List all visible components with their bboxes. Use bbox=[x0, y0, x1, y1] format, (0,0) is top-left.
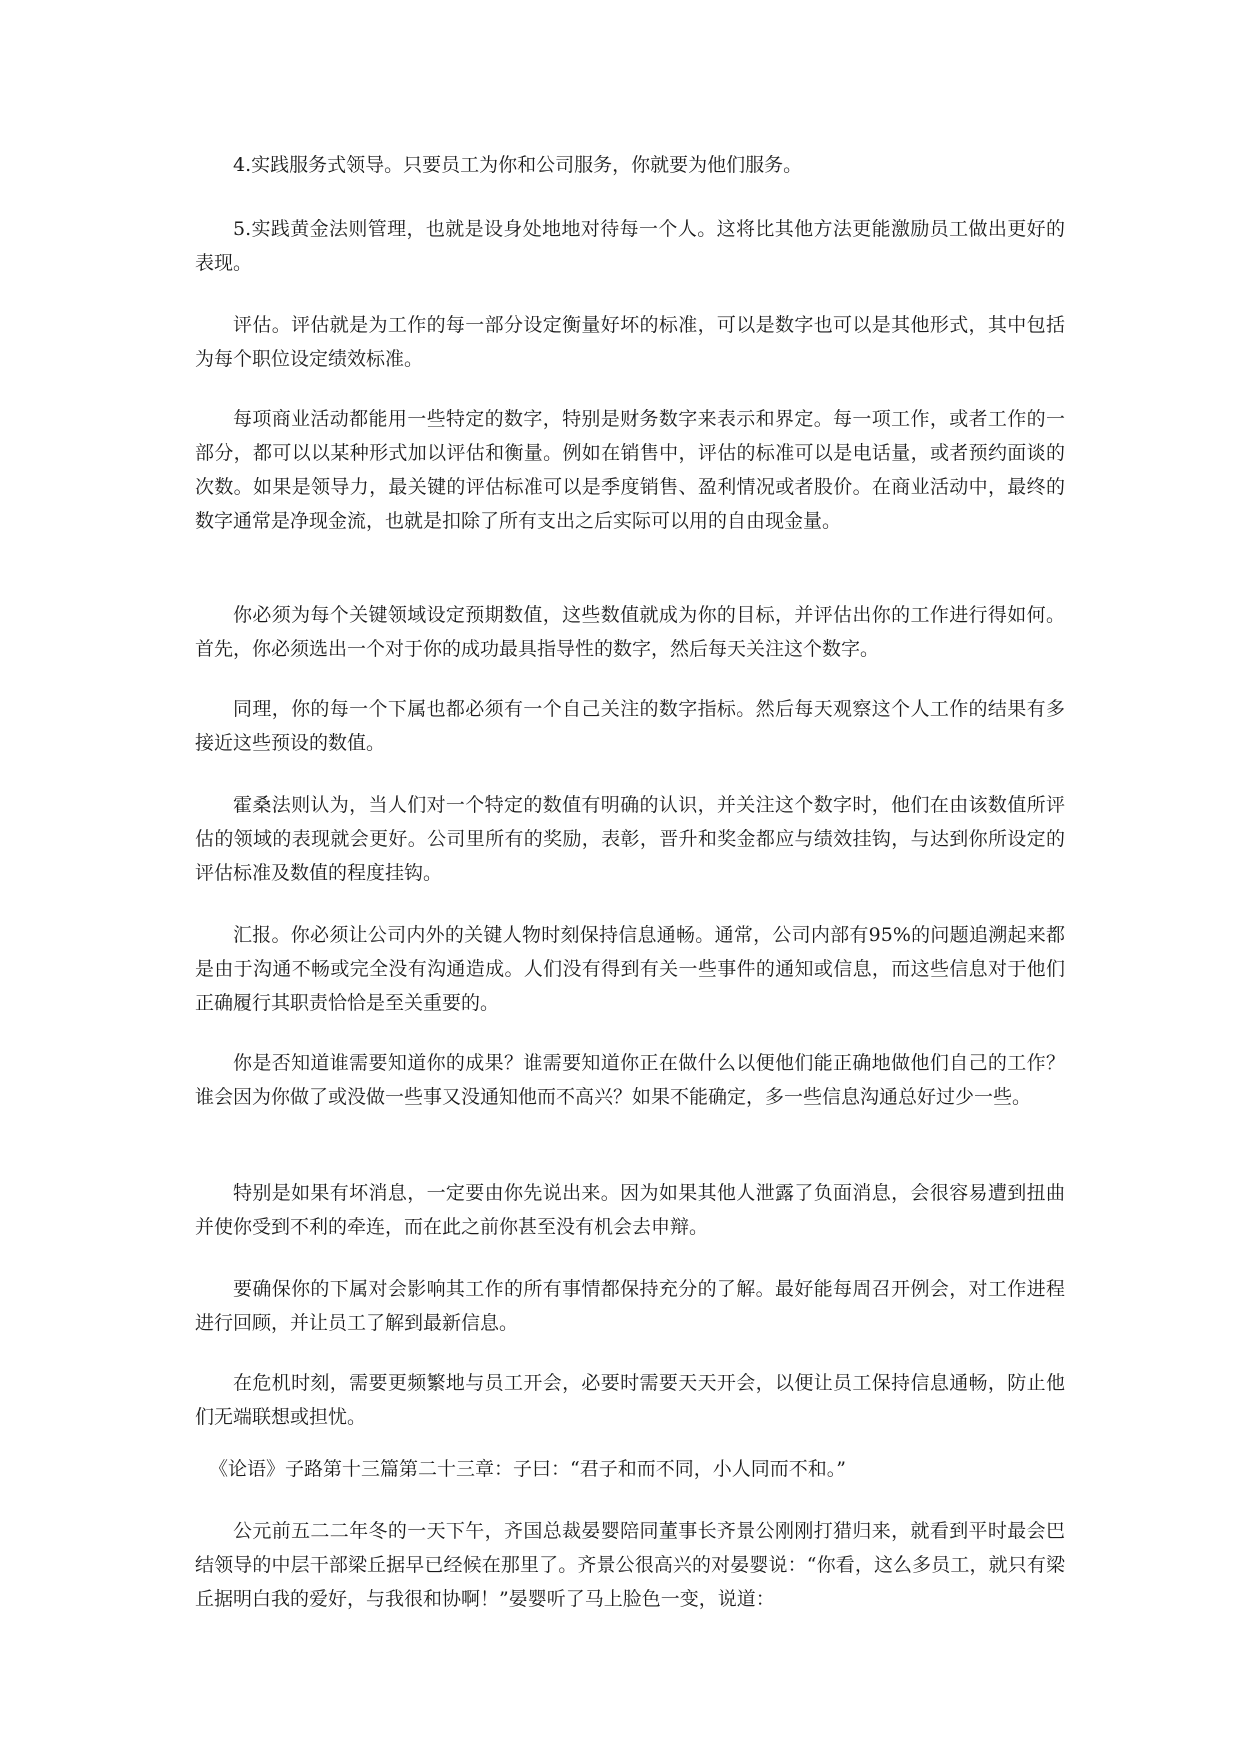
paragraph-business-numbers: 每项商业活动都能用一些特定的数字，特别是财务数字来表示和界定。每一项工作，或者工作的一部分，都可以以某种形式加以评估和衡量。例如在销售中，评估的标准可以是电话量，或者预约面谈的次数。如果是领导力，最关键的评估标准可以是季度销售、盈利情况或者股价。在商业活动中，最终的数字通常是净现金流，也就是扣除了所有支出之后实际可以用的自由现金量。 bbox=[195, 408, 1065, 532]
paragraph-subordinate-metrics: 同理，你的每一个下属也都必须有一个自己关注的数字指标。然后每天观察这个人工作的结果有多接近这些预设的数值。 bbox=[195, 698, 1065, 754]
paragraph-evaluation: 评估。评估就是为工作的每一部分设定衡量好坏的标准，可以是数字也可以是其他形式，其中包括为每个职位设定绩效标准。 bbox=[195, 314, 1065, 370]
paragraph-analects-quote: 《论语》子路第十三篇第二十三章：子曰：“君子和而不同，小人同而不和。” bbox=[209, 1458, 846, 1480]
paragraph-golden-rule: 5.实践黄金法则管理，也就是设身处地地对待每一个人。这将比其他方法更能激励员工做出更好的表现。 bbox=[195, 218, 1065, 274]
paragraph-reporting: 汇报。你必须让公司内外的关键人物时刻保持信息通畅。通常，公司内部有95%的问题追溯起来都是由于沟通不畅或完全没有沟通造成。人们没有得到有关一些事件的通知或信息，而这些信息对于他们正确履行其职责恰恰是至关重要的。 bbox=[195, 924, 1065, 1014]
paragraph-who-needs-to-know: 你是否知道谁需要知道你的成果？谁需要知道你正在做什么以便他们能正确地做他们自己的工作？谁会因为你做了或没做一些事又没通知他而不高兴？如果不能确定，多一些信息沟通总好过少一些。 bbox=[195, 1052, 1065, 1108]
paragraph-weekly-meetings: 要确保你的下属对会影响其工作的所有事情都保持充分的了解。最好能每周召开例会，对工作进程进行回顾，并让员工了解到最新信息。 bbox=[195, 1278, 1065, 1334]
paragraph-servant-leadership: 4.实践服务式领导。只要员工为你和公司服务，你就要为他们服务。 bbox=[233, 154, 803, 176]
paragraph-key-areas: 你必须为每个关键领域设定预期数值，这些数值就成为你的目标，并评估出你的工作进行得如何。首先，你必须选出一个对于你的成功最具指导性的数字，然后每天关注这个数字。 bbox=[195, 604, 1065, 660]
paragraph-hawthorne-law: 霍桑法则认为，当人们对一个特定的数值有明确的认识，并关注这个数字时，他们在由该数值所评估的领域的表现就会更好。公司里所有的奖励，表彰，晋升和奖金都应与绩效挂钩，与达到你所设定的评估标准及数值的程度挂钩。 bbox=[195, 794, 1065, 884]
paragraph-bad-news: 特别是如果有坏消息，一定要由你先说出来。因为如果其他人泄露了负面消息，会很容易遭到扭曲并使你受到不利的牵连，而在此之前你甚至没有机会去申辩。 bbox=[195, 1182, 1065, 1238]
paragraph-crisis-meetings: 在危机时刻，需要更频繁地与员工开会，必要时需要天天开会，以便让员工保持信息通畅，防止他们无端联想或担忧。 bbox=[195, 1372, 1065, 1428]
paragraph-yanying-story: 公元前五二二年冬的一天下午，齐国总裁晏婴陪同董事长齐景公刚刚打猎归来，就看到平时最会巴结领导的中层干部梁丘据早已经候在那里了。齐景公很高兴的对晏婴说：“你看，这么多员工，就只有梁丘据明白我的爱好，与我很和协啊！”晏婴听了马上脸色一变，说道： bbox=[195, 1520, 1065, 1610]
